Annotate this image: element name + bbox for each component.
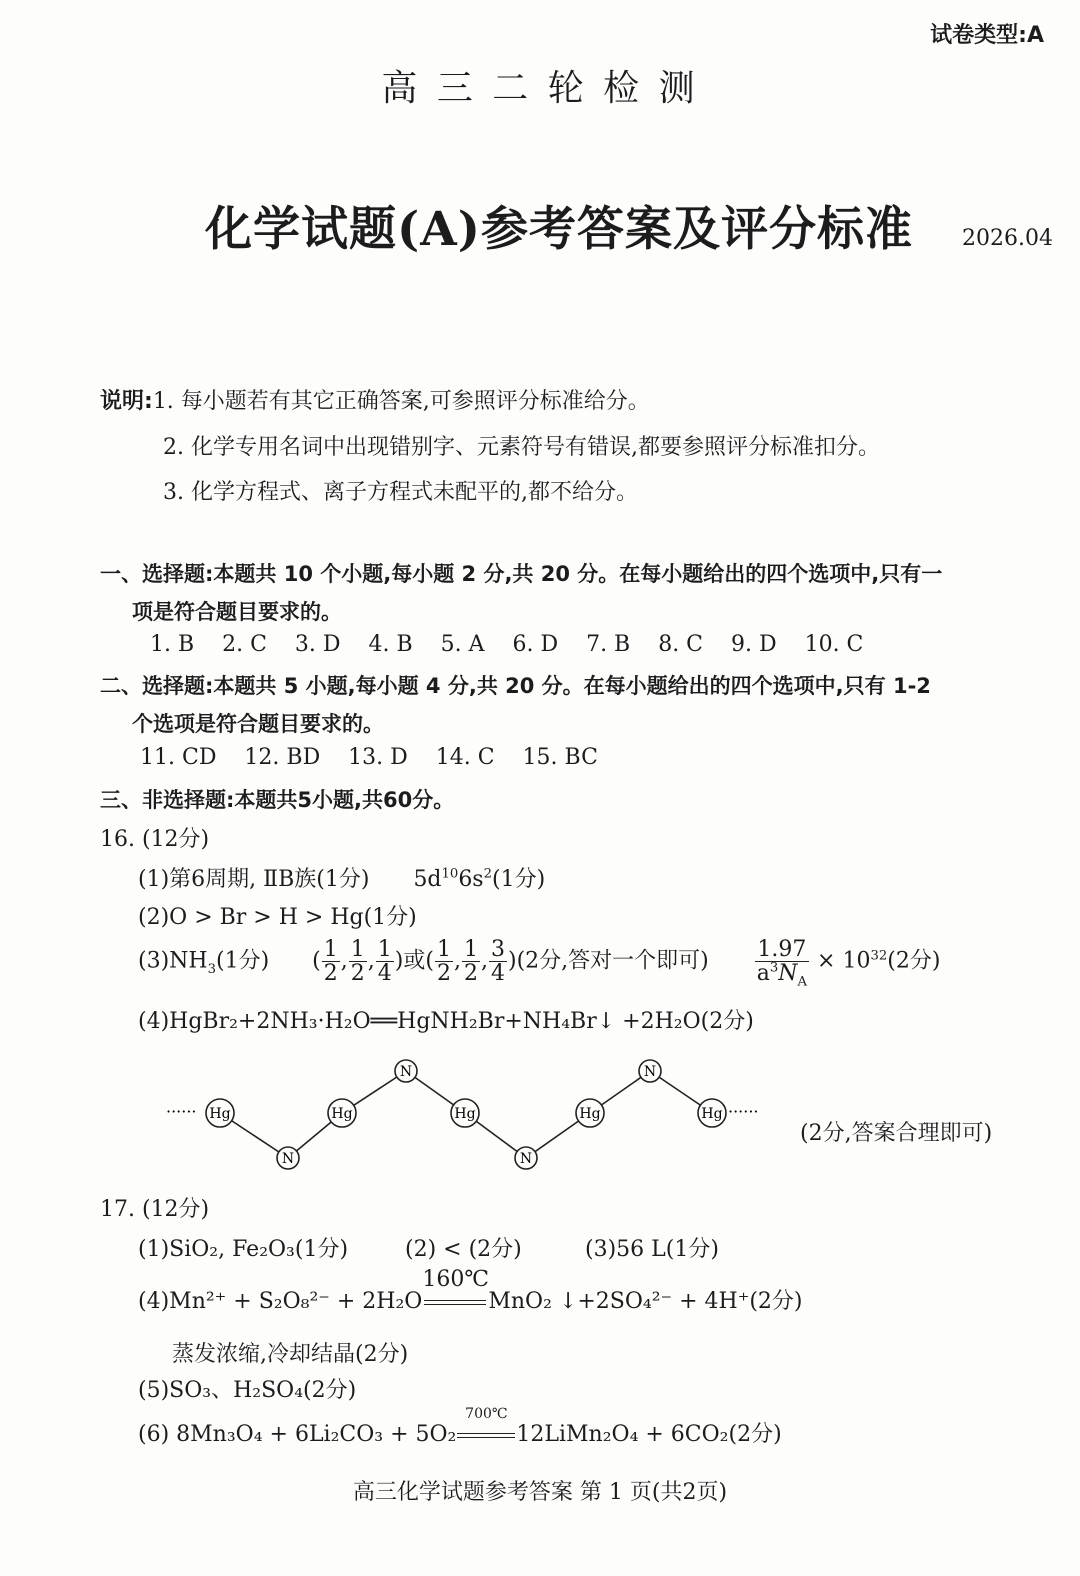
atom-label: Hg bbox=[579, 1106, 601, 1122]
q17-header: 17. (12分) bbox=[100, 1197, 210, 1222]
n-atom-node bbox=[277, 1147, 299, 1169]
hg-atom-node bbox=[576, 1099, 604, 1127]
note-item-1: 1. 每小题若有其它正确答案,可参照评分标准给分。 bbox=[152, 389, 650, 414]
section1-heading: 一、选择题:本题共 10 个小题,每小题 2 分,共 20 分。在每小题给出的四个选项中,只有一 bbox=[100, 562, 943, 586]
note-item-3: 3. 化学方程式、离子方程式未配平的,都不给分。 bbox=[163, 480, 638, 505]
q17-part1: (1)SiO₂, Fe₂O₃(1分) bbox=[138, 1237, 349, 1262]
q17-part4-equation: (4)Mn²⁺ + S₂O₈²⁻ + 2H₂O 160℃ MnO₂ ↓+2SO₄²⁻ + 4H⁺(2分) bbox=[138, 1267, 803, 1314]
n-atom-node bbox=[395, 1060, 417, 1082]
section2-heading: 二、选择题:本题共 5 小题,每小题 4 分,共 20 分。在每小题给出的四个选项中,只有 1-2 bbox=[100, 674, 931, 698]
q16-part1: (1)第6周期, ⅡB族(1分) $5d^{10}6s^2(1$分) bbox=[138, 866, 546, 892]
hg-n-chain-diagram bbox=[160, 1055, 780, 1175]
atom-label: N bbox=[643, 1064, 657, 1080]
exam-date: 2026.04 bbox=[962, 226, 1053, 251]
chain-left-dots: ······ bbox=[166, 1102, 197, 1121]
q16-header: 16. (12分) bbox=[100, 827, 210, 852]
q16-part4-equation: (4)HgBr₂+2NH₃·H₂O══HgNH₂Br+NH₄Br↓ +2H₂O(2分) bbox=[138, 1009, 754, 1034]
paper-type: 试卷类型:A bbox=[930, 23, 1044, 48]
atom-label: Hg bbox=[331, 1106, 353, 1122]
section2-answers: 11. CD 12. BD 13. D 14. C 15. BC bbox=[140, 745, 598, 770]
hg-atom-node bbox=[206, 1099, 234, 1127]
q17-part3: (3)56 L(1分) bbox=[585, 1237, 719, 1262]
note-item-2: 2. 化学专用名词中出现错别字、元素符号有错误,都要参照评分标准扣分。 bbox=[163, 435, 880, 460]
section1-heading-cont: 项是符合题目要求的。 bbox=[132, 600, 342, 624]
q17-part4-extra: 蒸发浓缩,冷却结晶(2分) bbox=[172, 1342, 409, 1367]
chain-right-dots: ······ bbox=[728, 1102, 759, 1121]
q16-part3: $(3)NH_3(1$分) ( $\frac{1}{2}$ , $\frac{1}{2}$ , $\frac{1}{4}$ )或( $\frac{1}{2}$ , $\frac{1}{2}$ , $\frac{3}{4}$ )(2分,答对一个即可) $\frac{1.97}{a^3N_A}$ × $10^{32}(2$分) bbox=[138, 937, 941, 990]
page-title: 化学试题(A)参考答案及评分标准 bbox=[205, 202, 913, 257]
atom-label: Hg bbox=[209, 1106, 231, 1122]
section2-heading-cont: 个选项是符合题目要求的。 bbox=[132, 712, 384, 736]
atom-label: N bbox=[519, 1151, 533, 1167]
atom-label: Hg bbox=[454, 1106, 476, 1122]
notes-label: 说明: bbox=[100, 389, 153, 414]
q16-chain-note: (2分,答案合理即可) bbox=[800, 1121, 993, 1146]
n-atom-node bbox=[639, 1060, 661, 1082]
atom-label: N bbox=[399, 1064, 413, 1080]
page-footer: 高三化学试题参考答案 第 1 页(共2页) bbox=[352, 1480, 728, 1505]
q16-part2: (2)O > Br > H > Hg(1分) bbox=[138, 905, 417, 930]
atom-label: Hg bbox=[701, 1106, 723, 1122]
q17-part2: (2) < (2分) bbox=[405, 1237, 522, 1262]
atom-label: N bbox=[281, 1151, 295, 1167]
hg-atom-node bbox=[328, 1099, 356, 1127]
section3-heading: 三、非选择题:本题共5小题,共60分。 bbox=[100, 788, 455, 812]
hg-atom-node bbox=[451, 1099, 479, 1127]
notes-block bbox=[100, 384, 650, 415]
hg-atom-node bbox=[698, 1099, 726, 1127]
section1-answers: 1. B 2. C 3. D 4. B 5. A 6. D 7. B 8. C 9. D 10. C bbox=[150, 632, 864, 657]
q17-part6-equation: (6) 8Mn₃O₄ + 6Li₂CO₃ + 5O₂ 700℃ 12LiMn₂O₄ + 6CO₂(2分) bbox=[138, 1406, 782, 1447]
q17-part5: (5)SO₃、H₂SO₄(2分) bbox=[138, 1378, 357, 1403]
exam-name: 高 三 二 轮 检 测 bbox=[381, 68, 699, 109]
n-atom-node bbox=[515, 1147, 537, 1169]
